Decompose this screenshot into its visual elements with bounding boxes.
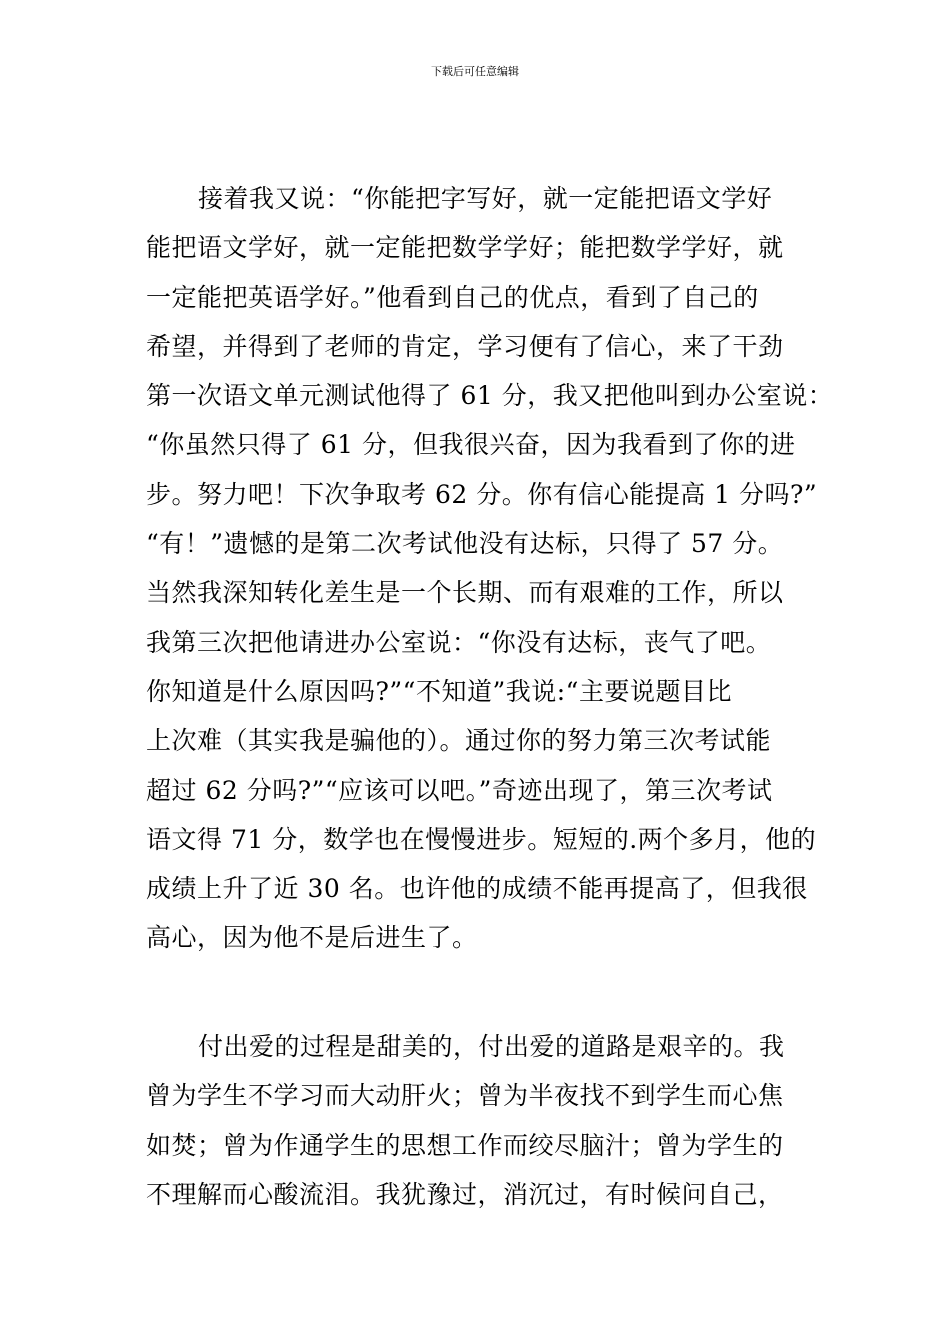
- text-line: 你知道是什么原因吗?”“不知道”我说:“主要说题目比: [146, 676, 732, 706]
- text-line: 能把语文学好，就一定能把数学学好；能把数学学好，就: [146, 233, 784, 263]
- text-line: 高心，因为他不是后进生了。: [146, 923, 478, 953]
- page-header: 下载后可任意编辑: [431, 65, 519, 78]
- paragraph-2: [146, 1022, 818, 1219]
- text-line: “有！”遗憾的是第二次考试他没有达标，只得了 57 分。: [146, 529, 784, 559]
- text-line: 第一次语文单元测试他得了 61 分，我又把他叫到办公室说：: [146, 381, 834, 411]
- text-line: 不理解而心酸流泪。我犹豫过，消沉过，有时候问自己，: [146, 1179, 784, 1209]
- text-line: 希望，并得到了老师的肯定，学习便有了信心，来了干劲: [146, 331, 784, 361]
- text-line: 语文得 71 分，数学也在慢慢进步。短短的.两个多月，他的: [146, 824, 817, 854]
- text-line: 一定能把英语学好。”他看到自己的优点，看到了自己的: [146, 282, 759, 312]
- text-line: 接着我又说：“你能把字写好，就一定能把语文学好: [198, 184, 773, 213]
- paragraph-1: [146, 174, 834, 963]
- text-line: “你虽然只得了 61 分，但我很兴奋，因为我看到了你的进: [146, 430, 796, 460]
- text-line: 付出爱的过程是甜美的，付出爱的道路是艰辛的。我: [198, 1032, 785, 1061]
- text-line: 成绩上升了近 30 名。也许他的成绩不能再提高了，但我很: [146, 874, 808, 904]
- text-line: 曾为学生不学习而大动肝火；曾为半夜找不到学生而心焦: [146, 1081, 784, 1111]
- text-line: 当然我深知转化差生是一个长期、而有艰难的工作，所以: [146, 578, 784, 608]
- text-line: 超过 62 分吗?”“应该可以吧。”奇迹出现了，第三次考试: [146, 775, 773, 805]
- text-line: 上次难（其实我是骗他的）。通过你的努力第三次考试能: [146, 726, 772, 756]
- text-line: 如焚；曾为作通学生的思想工作而绞尽脑汁；曾为学生的: [146, 1130, 784, 1160]
- text-line: 步。努力吧！下次争取考 62 分。你有信心能提高 1 分吗?”: [146, 479, 818, 509]
- text-line: 我第三次把他请进办公室说：“你没有达标，丧气了吧。: [146, 627, 772, 657]
